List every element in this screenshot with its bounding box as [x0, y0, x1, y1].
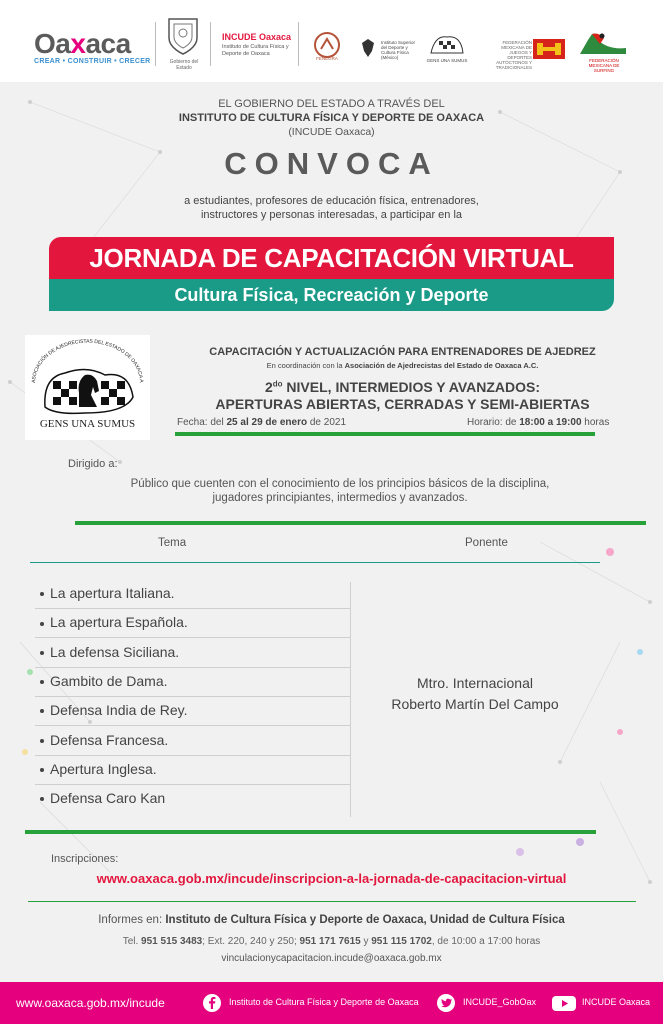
- youtube-label[interactable]: INCUDE Oaxaca: [582, 997, 651, 1007]
- chess-assoc-small-logo-label: GENS UNA SUMUS: [426, 58, 468, 63]
- topic-label: Apertura Inglesa.: [50, 760, 157, 777]
- topic-row-divider: [35, 725, 350, 726]
- inscripciones-link[interactable]: www.oaxaca.gob.mx/incude/inscripcion-a-la-jornada-de-capacitacion-virtual: [96, 871, 567, 886]
- oaxaca-logo-text: Oaxaca: [34, 28, 131, 59]
- footer-bar: [0, 982, 663, 1024]
- fenegra-logo-label: FENEGRA: [316, 56, 338, 61]
- state-shield-caption: Gobierno del Estado: [169, 59, 199, 71]
- course-openings: APERTURAS ABIERTAS, CERRADAS Y SEMI-ABIERTAS: [215, 396, 590, 412]
- header-divider: [210, 22, 211, 66]
- intro-line-3: (INCUDE Oaxaca): [288, 126, 375, 138]
- bullet-icon: [40, 768, 44, 772]
- course-level: [175, 379, 630, 395]
- surfing-federation-logo-label: FEDERACIÓN MEXICANA DE SURFING: [588, 58, 620, 73]
- header-divider: [298, 22, 299, 66]
- incude-logo-title: INCUDE Oaxaca: [222, 32, 292, 42]
- logos-header: [0, 0, 663, 82]
- chess-knight-map-icon: [25, 335, 150, 417]
- chess-association-arc-text: ASOCIACIÓN DE AJEDRECISTAS DEL ESTADO DE OAXACA A: [30, 338, 145, 384]
- inscripciones-divider: [28, 901, 636, 902]
- dirigido-divider: [75, 521, 646, 525]
- informes-place: Instituto de Cultura Física y Deporte de Oaxaca, Unidad de Cultura Física: [165, 914, 565, 926]
- horario-label: Horario: de: [467, 417, 520, 428]
- ponente-title: Mtro. Internacional: [417, 675, 533, 691]
- informes-prefix: Informes en:: [98, 914, 166, 926]
- topic-label: Defensa India de Rey.: [50, 702, 188, 719]
- bullet-icon: [40, 680, 44, 684]
- intro-line-1-text: EL GOBIERNO DEL ESTADO A TRAVÉS DEL: [218, 98, 445, 110]
- level-number: 2: [264, 379, 273, 395]
- bullet-icon: [40, 797, 44, 801]
- informes-line: [0, 914, 663, 926]
- table-header-divider: [30, 562, 600, 563]
- surfing-federation-logo-icon: [578, 30, 628, 56]
- contact-email[interactable]: vinculacionycapacitacion.incude@oaxaca.gob.mx: [221, 953, 442, 964]
- audience-line-1: a estudiantes, profesores de educación física, entrenadores,: [184, 195, 479, 207]
- coordination-prefix: En coordinación con la: [266, 361, 345, 370]
- table-header-tema: Tema: [158, 537, 187, 549]
- bullet-icon: [40, 739, 44, 743]
- course-schedule: [467, 417, 609, 428]
- fecha-year: de 2021: [307, 417, 347, 428]
- topic-row: [40, 673, 350, 689]
- course-dates: [177, 417, 346, 428]
- topic-row-divider: [35, 696, 350, 697]
- inscripciones-label: Inscripciones:: [51, 853, 119, 865]
- fecha-dates: 25 al 29 de enero: [226, 417, 308, 428]
- topic-label: Defensa Francesa.: [50, 731, 169, 748]
- federacion-logo-label: FEDERACIÓN MEXICANA DE JUEGOS Y DEPORTES AUTÓCTONOS Y TRADICIONALES: [495, 40, 532, 70]
- dirigido-label: Dirigido a:: [68, 458, 118, 470]
- event-title-banner: [49, 237, 614, 279]
- topic-label: La apertura Española.: [50, 614, 188, 631]
- level-text: NIVEL, INTERMEDIOS Y AVANZADOS:: [282, 379, 541, 395]
- chess-association-logo: [25, 335, 150, 440]
- table-column-divider: [350, 582, 351, 817]
- topic-row-divider: [35, 784, 350, 785]
- event-subtitle: Cultura Física, Recreación y Deporte: [174, 285, 489, 305]
- chess-association-motto: GENS UNA SUMUS: [39, 418, 136, 430]
- course-divider: [175, 432, 595, 436]
- tel-ext: ; Ext. 220, 240 y 250;: [202, 936, 300, 947]
- topic-row: [40, 790, 350, 806]
- topic-row: [40, 732, 350, 748]
- incude-logo-subtitle: Instituto de Cultura Física y Deporte de Oaxaca: [222, 44, 289, 57]
- table-header-ponente: Ponente: [465, 537, 508, 549]
- twitter-label[interactable]: INCUDE_GobOax: [463, 997, 537, 1007]
- bullet-icon: [40, 651, 44, 655]
- youtube-icon[interactable]: [551, 993, 577, 1013]
- convoca-heading: CONVOCA: [224, 146, 439, 181]
- header-divider: [155, 22, 156, 66]
- twitter-icon[interactable]: [436, 993, 456, 1013]
- table-bottom-divider: [25, 830, 596, 834]
- oaxaca-logo: [34, 28, 151, 65]
- tel-number-3: 951 115 1702: [371, 936, 432, 947]
- bullet-icon: [40, 592, 44, 596]
- topic-row: [40, 614, 350, 630]
- facebook-label[interactable]: Instituto de Cultura Física y Deporte de Oaxaca: [229, 997, 419, 1007]
- audience-line-2: instructores y personas interesadas, a participar en la: [200, 209, 463, 221]
- oaxaca-tagline: CREAR • CONSTRUIR • CRECER: [34, 58, 151, 65]
- topic-row-divider: [35, 667, 350, 668]
- fecha-label: Fecha: del: [177, 417, 227, 428]
- state-shield-icon: [166, 16, 200, 56]
- ponente-name: Roberto Martín Del Campo: [391, 696, 559, 712]
- topic-label: La apertura Italiana.: [50, 585, 175, 601]
- event-subtitle-banner: [49, 279, 614, 311]
- topic-row-divider: [35, 608, 350, 609]
- tel-number-1: 951 515 3483: [141, 936, 203, 947]
- tel-and: y: [360, 936, 372, 947]
- phone-line: [0, 936, 663, 947]
- level-superscript: do: [272, 379, 283, 389]
- course-coordination: [175, 361, 630, 370]
- tel-label: Tel.: [122, 936, 142, 947]
- tel-hours: , de 10:00 a 17:00 horas: [431, 936, 541, 947]
- coordination-org: Asociación de Ajedrecistas del Estado de Oaxaca A.C.: [344, 361, 539, 370]
- bullet-icon: [40, 709, 44, 713]
- topic-row-divider: [35, 637, 350, 638]
- horario-suffix: horas: [581, 417, 610, 428]
- topic-label: Gambito de Dama.: [50, 672, 168, 689]
- topic-row-divider: [35, 755, 350, 756]
- dirigido-line-2: jugadores principiantes, intermedios y avanzados.: [212, 492, 468, 504]
- tel-number-2: 951 171 7615: [299, 936, 361, 947]
- dirigido-line-1: Público que cuenten con el conocimiento de los principios básicos de la disciplina,: [130, 478, 550, 490]
- incude-logo: [222, 32, 296, 58]
- eagle-emblem-icon: [358, 37, 378, 59]
- intro-line-1: [0, 98, 663, 110]
- footer-website-link[interactable]: www.oaxaca.gob.mx/incude: [16, 996, 165, 1010]
- intro-line-2: INSTITUTO DE CULTURA FÍSICA Y DEPORTE DE OAXACA: [178, 112, 485, 124]
- topic-row: [40, 761, 350, 777]
- horario-time: 18:00 a 19:00: [519, 417, 582, 428]
- bullet-icon: [40, 622, 44, 626]
- topic-row: [40, 585, 350, 601]
- topic-row: [40, 702, 350, 718]
- event-title: JORNADA DE CAPACITACIÓN VIRTUAL: [89, 243, 574, 273]
- facebook-icon[interactable]: [202, 993, 222, 1013]
- instituto-superior-logo-label: Instituto Superior del Deporte y Cultura Física (México): [381, 40, 416, 60]
- topic-label: La defensa Siciliana.: [50, 643, 180, 660]
- chess-assoc-small-logo-icon: [427, 33, 467, 57]
- topic-row: [40, 644, 350, 660]
- federacion-emblem-icon: [532, 38, 566, 60]
- topic-label: Defensa Caro Kan: [50, 790, 166, 807]
- course-title: CAPACITACIÓN Y ACTUALIZACIÓN PARA ENTRENADORES DE AJEDREZ: [209, 346, 596, 358]
